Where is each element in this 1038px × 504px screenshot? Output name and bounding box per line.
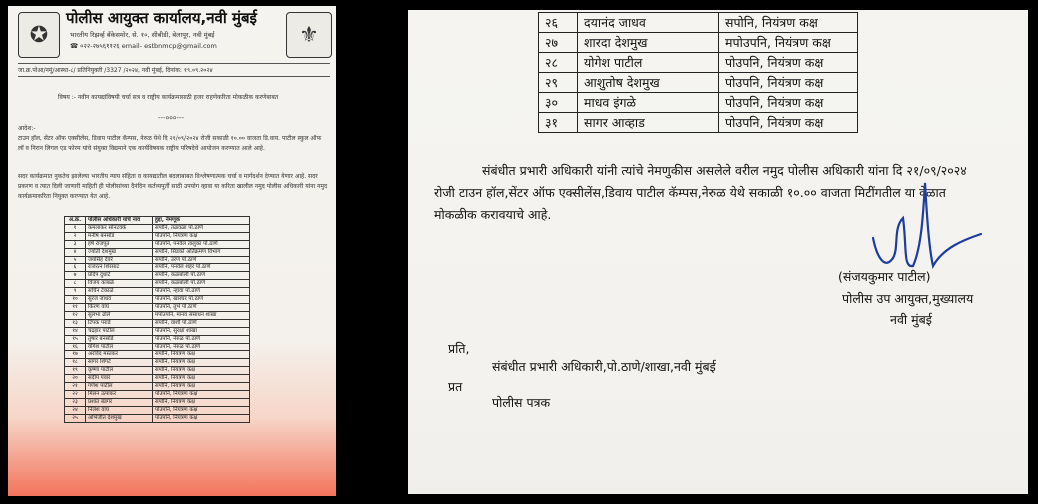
letterhead-contact xyxy=(70,41,217,50)
serial-number-cell: ४ xyxy=(65,248,86,256)
designation-cell: पोउपनि, तुर्भे पो.ठाणे xyxy=(153,303,250,311)
designation-cell: सपोनि, नियंत्रण कक्ष xyxy=(153,383,250,391)
table-row xyxy=(65,359,250,367)
serial-number-cell: १८ xyxy=(65,359,86,367)
serial-number-cell: २२ xyxy=(65,390,86,398)
prat-recipient: पोलीस पत्रक xyxy=(492,395,551,410)
designation-cell: सपोनि, पनवेल शहर पो.ठाणे xyxy=(153,264,250,272)
table-row xyxy=(65,343,250,351)
designation-cell: सपोनि, वाशी पो.ठाणे xyxy=(153,319,250,327)
document-page-2 xyxy=(408,10,1028,494)
table-row xyxy=(65,375,250,383)
designation-cell: सपोनि, नियंत्रण कक्ष xyxy=(719,13,858,33)
officer-name-cell: निलेश वाघ xyxy=(86,406,153,414)
officer-name-cell: अभिजीत देशमुख xyxy=(86,414,153,422)
table-row xyxy=(65,398,250,406)
officer-name-cell: किरण वाघ xyxy=(86,303,153,311)
designation-cell: पोउपनि, नियंत्रण कक्ष xyxy=(153,232,250,240)
prati-recipient: संबंधीत प्रभारी अधिकारी,पो.ठाणे/शाखा,नवी मुंबई xyxy=(492,359,716,374)
serial-number-cell: २७ xyxy=(539,33,578,53)
serial-number-cell: २९ xyxy=(539,73,578,93)
serial-number-cell: २३ xyxy=(65,398,86,406)
serial-number-cell: ५ xyxy=(65,256,86,264)
officer-name-cell: तुषार बनसोडे xyxy=(86,335,153,343)
designation-cell: सपोनि, नियंत्रण कक्ष xyxy=(153,398,250,406)
officer-name-cell: टिपक पराडे xyxy=(86,319,153,327)
designation-cell: पोउपनि, सुरक्षा शाखा xyxy=(153,327,250,335)
officer-name-cell: योगेश पाटील xyxy=(86,343,153,351)
table-header-cell: हुद्दा, नेमणूक xyxy=(153,217,250,225)
serial-number-cell: ७ xyxy=(65,272,86,280)
serial-number-cell: १० xyxy=(65,296,86,304)
officer-name-cell: प्रशांत बंडगर xyxy=(86,398,153,406)
signatory-place: नवी मुंबई xyxy=(890,312,932,327)
letterhead-email: email- estbnmcp@gmail.com xyxy=(121,42,217,50)
table-row xyxy=(539,73,858,93)
designation-cell: मपोउपनि, नियंत्रण कक्ष xyxy=(719,33,858,53)
document-page-1 xyxy=(8,6,336,496)
table-row xyxy=(65,367,250,375)
serial-number-cell: १५ xyxy=(65,335,86,343)
designation-cell: पोउपनि, नियंत्रण कक्ष xyxy=(719,113,858,133)
designation-cell: पोउपनि, नियंत्रण कक्ष xyxy=(153,414,250,422)
designation-cell: पोउपनि, नियंत्रण कक्ष xyxy=(153,390,250,398)
table-row xyxy=(539,33,858,53)
designation-cell: सपोनि, नियंत्रण कक्ष xyxy=(153,359,250,367)
officer-name-cell: मिलन उत्पाकर xyxy=(86,390,153,398)
officer-name-cell: सागर शिंगटे xyxy=(86,359,153,367)
table-header-row xyxy=(65,217,250,225)
serial-number-cell: १९ xyxy=(65,367,86,375)
order-heading: आदेश:- xyxy=(18,125,36,132)
officers-table-part-2 xyxy=(538,12,858,133)
officer-name-cell: चंद्रहार पाटील xyxy=(86,327,153,335)
serial-number-cell: २ xyxy=(65,232,86,240)
designation-cell: सपोनि, कळंबोली पो.ठाणे xyxy=(153,272,250,280)
table-row xyxy=(65,232,250,240)
designation-cell: पोउपनि, नियंत्रण कक्ष xyxy=(719,53,858,73)
officer-name-cell: सागर आव्हाड xyxy=(578,113,719,133)
table-row xyxy=(65,319,250,327)
signatory-name: (संजयकुमार पाटील) xyxy=(838,269,931,284)
table-header-cell: अ.क्र. xyxy=(65,217,86,225)
officer-name-cell: माधव इंगळे xyxy=(578,93,719,113)
table-row xyxy=(65,327,250,335)
designation-cell: सपोनि, सिडको अतिक्रमण विभाग xyxy=(153,248,250,256)
serial-number-cell: १७ xyxy=(65,351,86,359)
signature xyxy=(863,178,983,278)
subject-line: विषय :- नवीन कायद्यांविषयी चर्चा सत्र व राष्ट्रीय कार्यक्रमासाठी हजर राहणेकरिता मोकळीक करणेबाबत xyxy=(58,94,279,101)
designation-cell: सपोनि, नियंत्रण कक्ष xyxy=(153,351,250,359)
table-row xyxy=(539,53,858,73)
table-row xyxy=(65,311,250,319)
serial-number-cell: ८ xyxy=(65,280,86,288)
table-row xyxy=(65,390,250,398)
maharashtra-police-emblem-icon: ✪ xyxy=(18,12,60,58)
officer-name-cell: दयानंद जाधव xyxy=(578,13,719,33)
designation-cell: पोउपनि, पनवेल तालुका पो.ठाणे xyxy=(153,240,250,248)
signatory-title: पोलीस उप आयुक्त,मुख्यालय xyxy=(842,291,974,306)
table-row xyxy=(65,224,250,232)
officer-name-cell: प्रदिप दुधाटे xyxy=(86,272,153,280)
serial-number-cell: २८ xyxy=(539,53,578,73)
designation-cell: मपोउपनि, मानव संसाधन शाखा xyxy=(153,311,250,319)
closing-paragraph-line-1: संबंधीत प्रभारी अधिकारी यांनी त्यांचे नेमणुकीस असलेले वरील नमुद पोलीस अधिकारी यांना दि २१/०९/२०२४ xyxy=(482,163,967,178)
serial-number-cell: १३ xyxy=(65,319,86,327)
officer-name-cell: सुलभा ढोले xyxy=(86,311,153,319)
officer-name-cell: कृष्णा पाटील xyxy=(86,367,153,375)
serial-number-cell: ३१ xyxy=(539,113,578,133)
officer-name-cell: विजय कांबळे xyxy=(86,280,153,288)
serial-number-cell: २० xyxy=(65,375,86,383)
officer-name-cell: सचिन टेकाळे xyxy=(86,288,153,296)
table-row xyxy=(65,303,250,311)
serial-number-cell: १ xyxy=(65,224,86,232)
letterhead-phone: ☎ ०२२-२७५६११२६ xyxy=(70,42,120,50)
officer-name-cell: जयसिंह देवरे xyxy=(86,256,153,264)
table-row xyxy=(65,288,250,296)
separator: ---०००--- xyxy=(158,114,185,122)
officer-name-cell: हर्ष राजपूत xyxy=(86,240,153,248)
serial-number-cell: १६ xyxy=(65,343,86,351)
officers-table-part-1 xyxy=(64,216,250,423)
officer-name-cell: कमलाकर सोनटक्के xyxy=(86,224,153,232)
officer-name-cell: ज्योती देशमुख xyxy=(86,248,153,256)
prati-label: प्रति, xyxy=(448,341,470,356)
officer-name-cell: संदीप पवार xyxy=(86,375,153,383)
designation-cell: सपोनि, नियंत्रण कक्ष xyxy=(153,375,250,383)
table-row xyxy=(65,264,250,272)
officer-name-cell: राजरत्न शिरसाट xyxy=(86,264,153,272)
serial-number-cell: ३० xyxy=(539,93,578,113)
serial-number-cell: १४ xyxy=(65,327,86,335)
table-row xyxy=(65,240,250,248)
designation-cell: पोउपनि, नियंत्रण कक्ष xyxy=(153,406,250,414)
table-row xyxy=(65,256,250,264)
designation-cell: पोउपनि, नियंत्रण कक्ष xyxy=(719,73,858,93)
serial-number-cell: २१ xyxy=(65,383,86,391)
officer-name-cell: गणेश पाटील xyxy=(86,383,153,391)
order-paragraph-1: टाउन हॉल, सेंटर ऑफ एक्सीलेंस, डिवाय पाटील कॅम्पस, नेरुळ येथे दि २१/०९/२०२४ रोजी सकाळी १०.०० वाजता डि.वाय. पाटील स्कुल ऑफ लॉ व निरान लिगल एड फोरम यांचे संयुक्त विद्यमाने एक कार्यविषयक राष्ट्रीय परिषदेचे आयोजन करण्यात आले आहे. xyxy=(18,135,322,152)
serial-number-cell: २४ xyxy=(65,406,86,414)
prat-label: प्रत xyxy=(448,379,463,394)
officer-name-cell: शारदा देशमुख xyxy=(578,33,719,53)
designation-cell: पोउपनि, न्हावा पो.ठाणे xyxy=(153,288,250,296)
designation-cell: पोउपनि, नेरुळ पो.ठाणे xyxy=(153,343,250,351)
designation-cell: सपोनि, उरण पो.ठाणे xyxy=(153,256,250,264)
order-paragraph-2: सदर कार्यक्रमात नुकतेच झालेल्या भारतीय न्याय संहिता व कायद्यातील बदलाबाबत विश्लेषणात्मक चर्चा व मार्गदर्शन देण्यात येणार आहे. सदर प्रकरण व त्यात दिली जाणारी माहिती ही पोलीसांच्या दैनंदिन कर्तव्यपूर्ती साठी उपयोग व्हावा या करिता खालील नमुद पोलीस अधिकारी यांना नमुद कार्यक्रमाकरिता नियुक्त करण्यात येत आहे. xyxy=(18,173,328,200)
reference-line: जा.क्र.पोआ/नमुं/आस्था-८/ प्रतिनियुक्ती /3327 /२०२४, नवी मुंबई, दिनांक: १९.०९.२०२४ xyxy=(18,63,330,77)
police-crest-icon: ⚜ xyxy=(286,12,332,58)
serial-number-cell: ६ xyxy=(65,264,86,272)
table-row xyxy=(65,383,250,391)
serial-number-cell: ११ xyxy=(65,303,86,311)
letterhead xyxy=(14,8,332,66)
table-row xyxy=(65,335,250,343)
table-row xyxy=(65,248,250,256)
closing-paragraph-line-2: रोजी टाउन हॉल,सेंटर ऑफ एक्सीलेंस,डिवाय पाटील कॅम्पस,नेरुळ येथे सकाळी १०.०० वाजता मिटींगतील या वेळात xyxy=(434,185,946,200)
table-row xyxy=(65,406,250,414)
table-row xyxy=(65,351,250,359)
letterhead-title: पोलीस आयुक्त कार्यालय,नवी मुंबई xyxy=(66,9,257,27)
officer-name-cell: आशुतोष देशमुख xyxy=(578,73,719,93)
table-row xyxy=(539,13,858,33)
serial-number-cell: ९ xyxy=(65,288,86,296)
officer-name-cell: सुरज जाधव xyxy=(86,296,153,304)
designation-cell: सपोनि, कळंबोली पो.ठाणे xyxy=(153,280,250,288)
designation-cell: सपोनि, नियंत्रण कक्ष xyxy=(153,367,250,375)
table-header-cell: पोलीस अधिकारी यांचे नाव xyxy=(86,217,153,225)
officer-name-cell: योगेश पाटील xyxy=(578,53,719,73)
table-row xyxy=(539,93,858,113)
designation-cell: पोउपनि, नेरुळ पो.ठाणे xyxy=(153,335,250,343)
officer-name-cell: अरविंद मस्तकर xyxy=(86,351,153,359)
serial-number-cell: १२ xyxy=(65,311,86,319)
designation-cell: पोउपनि, खारघर पो.ठाणे xyxy=(153,296,250,304)
letterhead-address: भारतीय रिझर्व्ह बँकेसमोर, से. १०, सीबीडी, बेलापूर, नवी मुंबई xyxy=(70,31,215,39)
table-row xyxy=(65,296,250,304)
table-row xyxy=(65,414,250,422)
table-row xyxy=(539,113,858,133)
serial-number-cell: २५ xyxy=(65,414,86,422)
designation-cell: सपोनि, तळवळा पो.ठाणे xyxy=(153,224,250,232)
table-row xyxy=(65,272,250,280)
table-row xyxy=(65,280,250,288)
closing-paragraph-line-3: मोकळीक करावयाचे आहे. xyxy=(434,207,552,222)
serial-number-cell: ३ xyxy=(65,240,86,248)
serial-number-cell: २६ xyxy=(539,13,578,33)
designation-cell: पोउपनि, नियंत्रण कक्ष xyxy=(719,93,858,113)
officer-name-cell: मनीष बनसोड xyxy=(86,232,153,240)
